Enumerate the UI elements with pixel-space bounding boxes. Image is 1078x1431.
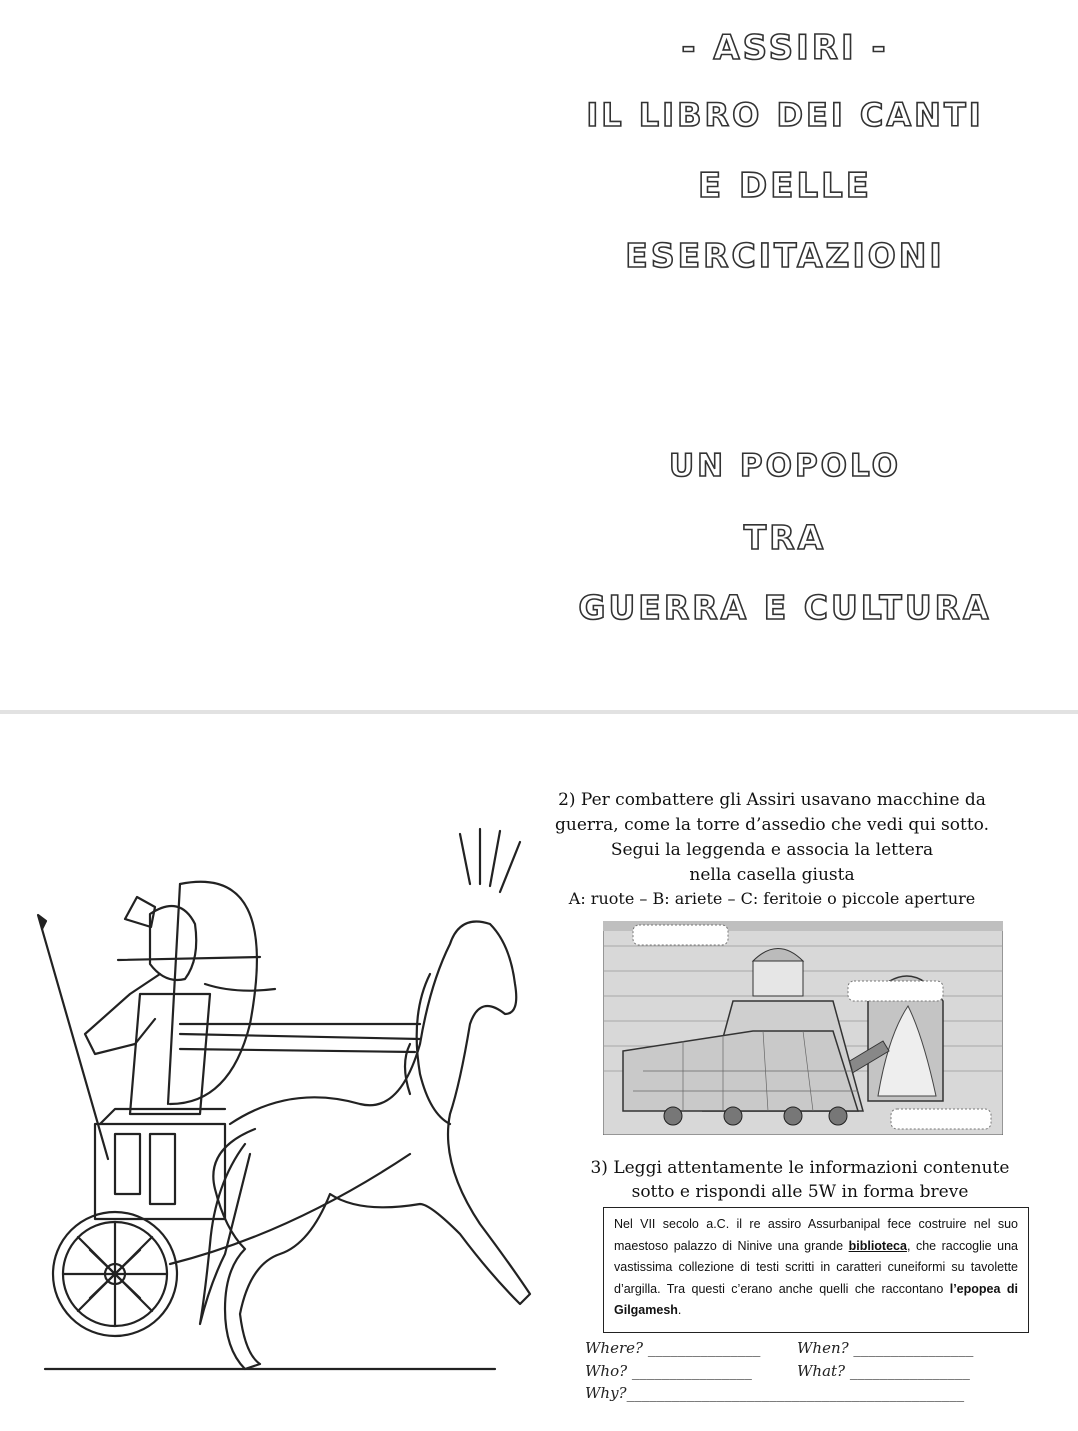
exercise-3-line1: 3) Leggi attentamente le informazioni contenute [590, 1158, 1010, 1178]
legend-b: : ariete – [664, 889, 741, 908]
exercise-page [0, 714, 1078, 1431]
exercise-2-line3: Segui la leggenda e associa la lettera [610, 840, 934, 860]
legend-c-key: C [740, 889, 753, 908]
who-field[interactable]: Who? ________________ [585, 1362, 752, 1380]
info-text-1: Nel VII secolo a.C. il re assiro Assurbanipal fece costruire nel suo maestoso palazzo di Ninive una grande [614, 1217, 1018, 1253]
info-keyword-biblioteca: biblioteca [848, 1238, 907, 1253]
when-field[interactable]: When? ________________ [797, 1339, 974, 1357]
where-field[interactable]: Where? _______________ [585, 1339, 761, 1357]
exercise-3-instructions [590, 1156, 1010, 1204]
exercise-2-legend [552, 889, 992, 908]
cover-subtitle-popolo: UN POPOLO [668, 448, 902, 484]
legend-a-key: A [568, 889, 581, 908]
exercise-2-line2: guerra, come la torre d’assedio che vedi qui sotto. [554, 815, 990, 835]
cover-title-delle: E DELLE [697, 166, 873, 206]
cover-title-assiri: - ASSIRI - [681, 28, 889, 68]
legend-c: : feritoie o piccole aperture [752, 889, 976, 908]
info-text-2: , che raccoglie una vastissima collezione di testi scritti in caratteri cuneiformi su tavolette d’argilla. Tra questi c’erano anche quelli che raccontano [614, 1238, 1018, 1296]
info-keyword-gilgamesh: l’epopea di Gilgamesh [614, 1281, 1018, 1317]
info-box [603, 1207, 1029, 1333]
why-field[interactable]: Why?_____________________________________________ [585, 1384, 965, 1402]
legend-b-key: B [652, 889, 665, 908]
info-text-3: . [677, 1303, 682, 1317]
cover-subtitle-guerra: GUERRA E CULTURA [578, 588, 992, 627]
cover-subtitle-tra: TRA [743, 518, 827, 557]
exercise-2-line4: nella casella giusta [689, 865, 855, 885]
cover-title-libro: IL LIBRO DEI CANTI [586, 96, 984, 134]
cover-title-esercitazioni: ESERCITAZIONI [625, 236, 945, 275]
assyrian-chariot-illustration [30, 824, 540, 1384]
exercise-2-instructions [552, 788, 992, 888]
exercise-3-line2: sotto e rispondi alle 5W in forma breve [631, 1182, 969, 1202]
cover-page [0, 0, 1078, 710]
legend-a: : ruote – [580, 889, 653, 908]
exercise-2-line1: 2) Per combattere gli Assiri usavano macchine da [558, 790, 986, 810]
siege-tower-illustration [603, 921, 1003, 1135]
what-field[interactable]: What? ________________ [797, 1362, 970, 1380]
